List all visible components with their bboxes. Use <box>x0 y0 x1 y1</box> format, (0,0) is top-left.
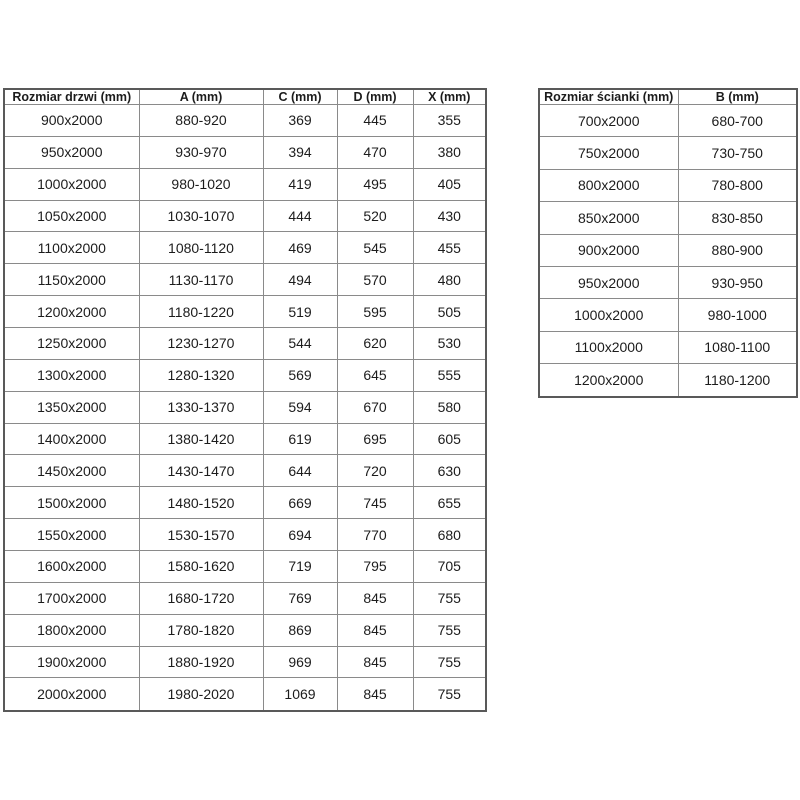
table-cell: 1280-1320 <box>139 359 263 391</box>
table-row <box>4 455 486 487</box>
table-row <box>539 299 797 331</box>
table-cell: 1430-1470 <box>139 455 263 487</box>
table-cell: 394 <box>263 136 337 168</box>
table-cell: 1250x2000 <box>4 328 139 360</box>
table-cell: 555 <box>413 359 486 391</box>
table-cell: 1000x2000 <box>539 299 678 331</box>
table-cell: 880-920 <box>139 105 263 137</box>
table-row <box>4 200 486 232</box>
table-cell: 755 <box>413 582 486 614</box>
table-cell: 1450x2000 <box>4 455 139 487</box>
table-cell: 405 <box>413 168 486 200</box>
table-cell: 1880-1920 <box>139 646 263 678</box>
table-cell: 1150x2000 <box>4 264 139 296</box>
table-row <box>539 202 797 234</box>
table-cell: 1100x2000 <box>4 232 139 264</box>
column-header: D (mm) <box>337 89 413 105</box>
table-cell: 569 <box>263 359 337 391</box>
table-cell: 620 <box>337 328 413 360</box>
table-row <box>4 264 486 296</box>
table-cell: 1480-1520 <box>139 487 263 519</box>
table-cell: 700x2000 <box>539 105 678 137</box>
table-cell: 444 <box>263 200 337 232</box>
table-cell: 845 <box>337 582 413 614</box>
table-row <box>4 487 486 519</box>
table-cell: 755 <box>413 646 486 678</box>
door-size-table <box>3 88 487 712</box>
table-cell: 680 <box>413 519 486 551</box>
table-cell: 455 <box>413 232 486 264</box>
table-cell: 1180-1220 <box>139 296 263 328</box>
table-cell: 520 <box>337 200 413 232</box>
table-cell: 645 <box>337 359 413 391</box>
table-cell: 950x2000 <box>539 266 678 298</box>
table-cell: 795 <box>337 551 413 583</box>
table-row <box>4 359 486 391</box>
table-cell: 745 <box>337 487 413 519</box>
table-row <box>4 232 486 264</box>
table-cell: 469 <box>263 232 337 264</box>
table-cell: 1050x2000 <box>4 200 139 232</box>
table-cell: 1380-1420 <box>139 423 263 455</box>
table-cell: 780-800 <box>678 169 797 201</box>
column-header: Rozmiar drzwi (mm) <box>4 89 139 105</box>
table-row <box>4 168 486 200</box>
table-row <box>4 678 486 711</box>
table-cell: 1030-1070 <box>139 200 263 232</box>
table-row <box>539 234 797 266</box>
table-cell: 445 <box>337 105 413 137</box>
table-cell: 570 <box>337 264 413 296</box>
table-cell: 1080-1100 <box>678 331 797 363</box>
table-cell: 1800x2000 <box>4 614 139 646</box>
table-row <box>539 169 797 201</box>
table-cell: 800x2000 <box>539 169 678 201</box>
table-cell: 900x2000 <box>4 105 139 137</box>
table-cell: 1550x2000 <box>4 519 139 551</box>
table-cell: 495 <box>337 168 413 200</box>
table-cell: 980-1000 <box>678 299 797 331</box>
table-cell: 580 <box>413 391 486 423</box>
table-cell: 1400x2000 <box>4 423 139 455</box>
table-cell: 1100x2000 <box>539 331 678 363</box>
table-cell: 544 <box>263 328 337 360</box>
table-cell: 880-900 <box>678 234 797 266</box>
table-row <box>4 551 486 583</box>
table-cell: 630 <box>413 455 486 487</box>
table-cell: 594 <box>263 391 337 423</box>
table-cell: 769 <box>263 582 337 614</box>
table-cell: 369 <box>263 105 337 137</box>
table-row <box>4 105 486 137</box>
table-cell: 619 <box>263 423 337 455</box>
table-cell: 1080-1120 <box>139 232 263 264</box>
table-cell: 1580-1620 <box>139 551 263 583</box>
table-cell: 605 <box>413 423 486 455</box>
table-cell: 830-850 <box>678 202 797 234</box>
table-cell: 969 <box>263 646 337 678</box>
table-row <box>4 582 486 614</box>
table-cell: 1200x2000 <box>4 296 139 328</box>
table-cell: 1530-1570 <box>139 519 263 551</box>
table-row <box>539 364 797 397</box>
table-row <box>4 391 486 423</box>
table-cell: 1180-1200 <box>678 364 797 397</box>
table-cell: 2000x2000 <box>4 678 139 711</box>
table-row <box>539 137 797 169</box>
table-cell: 869 <box>263 614 337 646</box>
table-cell: 755 <box>413 614 486 646</box>
table-cell: 680-700 <box>678 105 797 137</box>
table-cell: 980-1020 <box>139 168 263 200</box>
table-cell: 430 <box>413 200 486 232</box>
column-header: Rozmiar ścianki (mm) <box>539 89 678 105</box>
table-cell: 669 <box>263 487 337 519</box>
table-cell: 770 <box>337 519 413 551</box>
table-cell: 930-970 <box>139 136 263 168</box>
table-cell: 1230-1270 <box>139 328 263 360</box>
table-row <box>4 646 486 678</box>
table-cell: 845 <box>337 646 413 678</box>
table-cell: 595 <box>337 296 413 328</box>
table-cell: 655 <box>413 487 486 519</box>
table-cell: 380 <box>413 136 486 168</box>
table-cell: 1069 <box>263 678 337 711</box>
table-cell: 1330-1370 <box>139 391 263 423</box>
table-cell: 545 <box>337 232 413 264</box>
wall-size-table <box>538 88 798 398</box>
column-header: X (mm) <box>413 89 486 105</box>
table-cell: 950x2000 <box>4 136 139 168</box>
table-cell: 845 <box>337 614 413 646</box>
table-row <box>4 296 486 328</box>
table-cell: 750x2000 <box>539 137 678 169</box>
table-row <box>4 423 486 455</box>
table-cell: 1350x2000 <box>4 391 139 423</box>
table-cell: 930-950 <box>678 266 797 298</box>
table-cell: 480 <box>413 264 486 296</box>
table-cell: 845 <box>337 678 413 711</box>
header-row <box>539 89 797 105</box>
table-row <box>539 105 797 137</box>
table-row <box>4 519 486 551</box>
table-cell: 1600x2000 <box>4 551 139 583</box>
table-cell: 1200x2000 <box>539 364 678 397</box>
table-cell: 694 <box>263 519 337 551</box>
table-cell: 470 <box>337 136 413 168</box>
header-row <box>4 89 486 105</box>
table-cell: 670 <box>337 391 413 423</box>
table-cell: 850x2000 <box>539 202 678 234</box>
table-cell: 355 <box>413 105 486 137</box>
table-cell: 494 <box>263 264 337 296</box>
table-cell: 1000x2000 <box>4 168 139 200</box>
table-cell: 1680-1720 <box>139 582 263 614</box>
table-cell: 1780-1820 <box>139 614 263 646</box>
table-cell: 1500x2000 <box>4 487 139 519</box>
table-cell: 1980-2020 <box>139 678 263 711</box>
table-row <box>4 614 486 646</box>
table-cell: 719 <box>263 551 337 583</box>
table-cell: 900x2000 <box>539 234 678 266</box>
table-cell: 755 <box>413 678 486 711</box>
table-cell: 419 <box>263 168 337 200</box>
table-cell: 644 <box>263 455 337 487</box>
table-cell: 1130-1170 <box>139 264 263 296</box>
column-header: C (mm) <box>263 89 337 105</box>
table-row <box>4 328 486 360</box>
table-cell: 695 <box>337 423 413 455</box>
column-header: B (mm) <box>678 89 797 105</box>
table-cell: 730-750 <box>678 137 797 169</box>
table-cell: 505 <box>413 296 486 328</box>
table-cell: 1900x2000 <box>4 646 139 678</box>
table-cell: 519 <box>263 296 337 328</box>
table-row <box>4 136 486 168</box>
column-header: A (mm) <box>139 89 263 105</box>
table-row <box>539 266 797 298</box>
table-cell: 705 <box>413 551 486 583</box>
table-cell: 720 <box>337 455 413 487</box>
table-row <box>539 331 797 363</box>
table-cell: 1700x2000 <box>4 582 139 614</box>
table-cell: 1300x2000 <box>4 359 139 391</box>
table-cell: 530 <box>413 328 486 360</box>
